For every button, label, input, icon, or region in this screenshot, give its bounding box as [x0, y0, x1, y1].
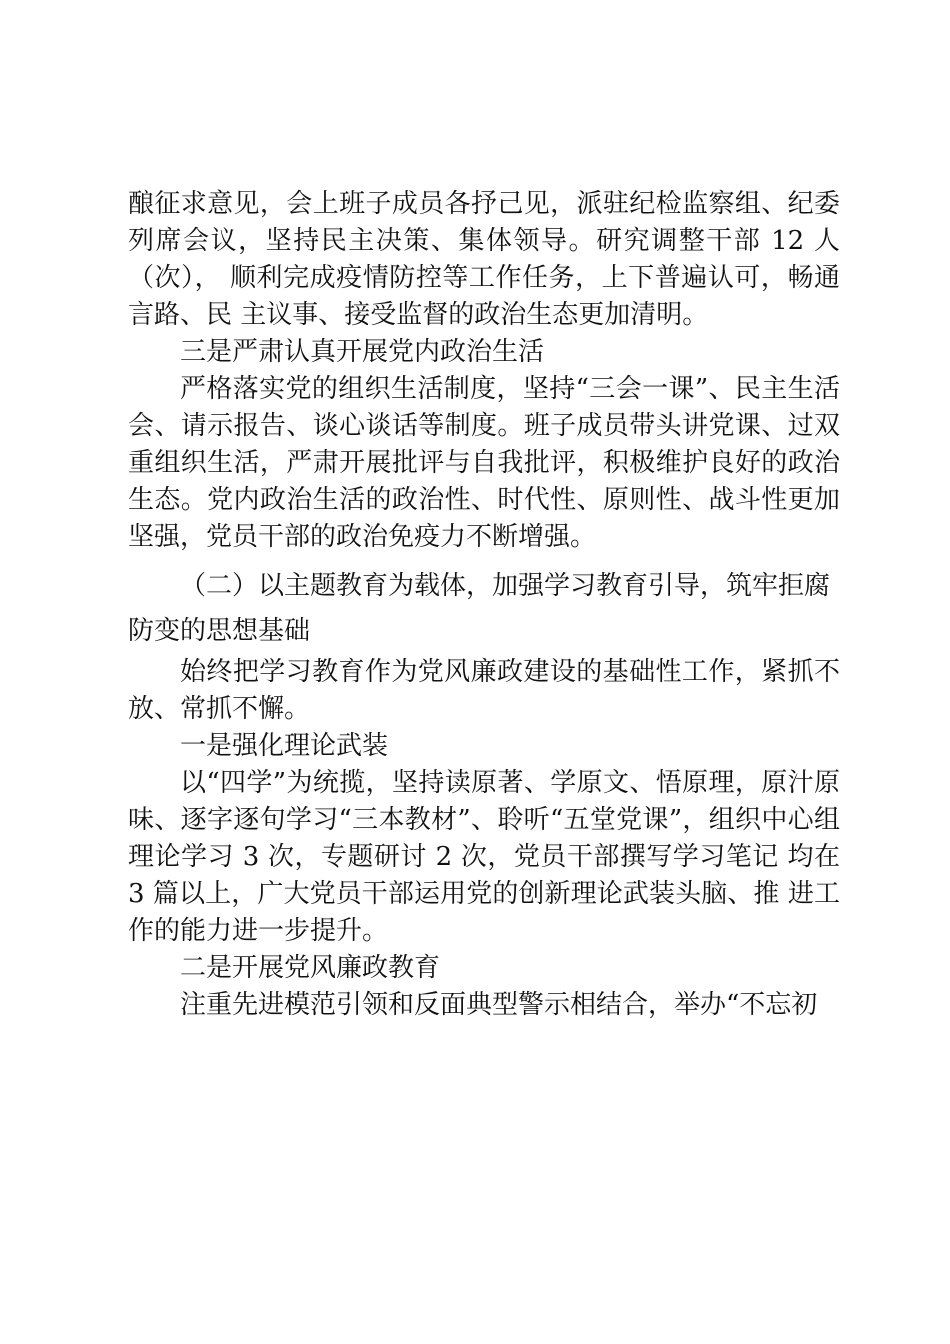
paragraph-learning-education: 始终把学习教育作为党风廉政建设的基础性工作，紧抓不放、常抓不懈。 [128, 657, 840, 724]
paragraph-continuation: 酿征求意见，会上班子成员各抒己见，派驻纪检监察组、纪委列席会议，坚持民主决策、集体领导。研究调整干部 12 人（次）， 顺利完成疫情防控等工作任务，上下普遍认可，畅通言路、民 主议事、接受监督的政治生态更加清明。 [128, 189, 840, 330]
paragraph-four-studies: 以“四学”为统揽，坚持读原著、学原文、悟原理，原汁原味、逐字逐句学习“三本教材”、聆听“五堂党课”，组织中心组理论学习 3 次，专题研讨 2 次，党员干部撰写学习笔记 均在 3 篇以上，广大党员干部运用党的创新理论武装头脑、推 进工作的能力进一步提升。 [128, 768, 840, 946]
subheading-theory-armament: 一是强化理论武装 [180, 731, 389, 761]
subheading-integrity-education: 二是开展党风廉政教育 [180, 953, 441, 983]
subheading-political-life: 三是严肃认真开展党内政治生活 [180, 337, 545, 367]
paragraph-organization-life: 严格落实党的组织生活制度，坚持“三会一课”、民主生活会、请示报告、谈心谈话等制度。班子成员带头讲党课、过双重组织生活，严肃开展批评与自我批评，积极维护良好的政治生态。党内政治生活的政治性、时代性、原则性、战斗性更加坚强，党员干部的政治免疫力不断增强。 [128, 374, 840, 552]
paragraph-models-warnings: 注重先进模范引领和反面典型警示相结合，举办“不忘初 [180, 990, 818, 1020]
document-body [128, 186, 840, 1024]
section-heading-theme-education: （二）以主题教育为载体，加强学习教育引导，筑牢拒腐防变的思想基础 [128, 571, 831, 646]
